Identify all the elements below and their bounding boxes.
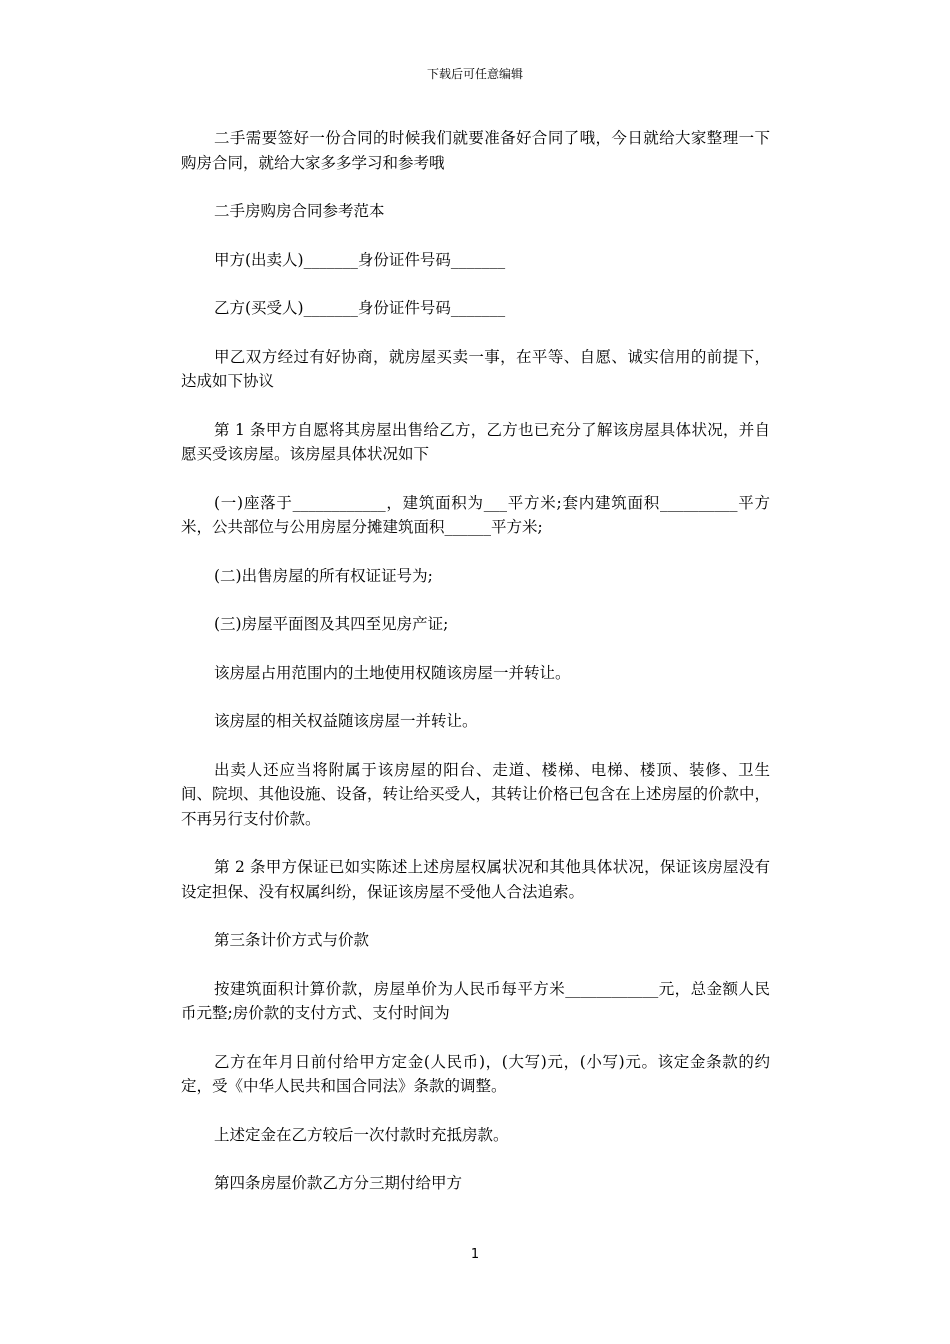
paragraph-rights: 该房屋的相关权益随该房屋一并转让。 (214, 712, 478, 730)
paragraph-facilities: 出卖人还应当将附属于该房屋的阳台、走道、楼梯、电梯、楼顶、装修、卫生间、院坝、其他设施、设备，转让给买受人，其转让价格已包含在上述房屋的价款中，不再另行支付价款。 (181, 760, 771, 828)
paragraph-article-4: 第四条房屋价款乙方分三期付给甲方 (214, 1174, 463, 1192)
document-body (181, 126, 770, 1220)
paragraph-item-1: (一)座落于____________，建筑面积为___平方米;套内建筑面积__________平方米，公共部位与公用房屋分摊建筑面积______平方米; (181, 493, 770, 536)
paragraph-item-3: (三)房屋平面图及其四至见房产证; (214, 615, 449, 633)
paragraph-intro: 二手需要签好一份合同的时候我们就要准备好合同了哦，今日就给大家整理一下购房合同，就给大家多多学习和参考哦 (181, 129, 770, 172)
paragraph-agreement: 甲乙双方经过有好协商，就房屋买卖一事，在平等、自愿、诚实信用的前提下，达成如下协议 (181, 347, 770, 390)
paragraph-title: 二手房购房合同参考范本 (214, 202, 385, 220)
paragraph-pricing: 按建筑面积计算价款，房屋单价为人民币每平方米____________元，总金额人民币元整;房价款的支付方式、支付时间为 (181, 979, 770, 1022)
paragraph-article-3: 第三条计价方式与价款 (214, 931, 370, 949)
paragraph-article-2: 第 2 条甲方保证已如实陈述上述房屋权属状况和其他具体状况，保证该房屋没有设定担保、没有权属纠纷，保证该房屋不受他人合法追索。 (181, 858, 770, 901)
page-header: 下载后可任意编辑 (426, 67, 523, 81)
paragraph-deposit: 乙方在年月日前付给甲方定金(人民币)，(大写)元，(小写)元。该定金条款的约定，受《中华人民共和国合同法》条款的调整。 (181, 1052, 770, 1095)
paragraph-land-use: 该房屋占用范围内的土地使用权随该房屋一并转让。 (214, 663, 571, 682)
paragraph-item-2: (二)出售房屋的所有权证证号为; (214, 566, 433, 585)
paragraph-article-1: 第 1 条甲方自愿将其房屋出售给乙方，乙方也已充分了解该房屋具体状况，并自愿买受该房屋。该房屋具体状况如下 (181, 420, 770, 463)
paragraph-party-b: 乙方(买受人)_______身份证件号码_______ (214, 299, 506, 317)
paragraph-deposit-offset: 上述定金在乙方较后一次付款时充抵房款。 (214, 1125, 509, 1144)
page-number: 1 (470, 1247, 480, 1262)
paragraph-party-a: 甲方(出卖人)_______身份证件号码_______ (214, 250, 506, 269)
